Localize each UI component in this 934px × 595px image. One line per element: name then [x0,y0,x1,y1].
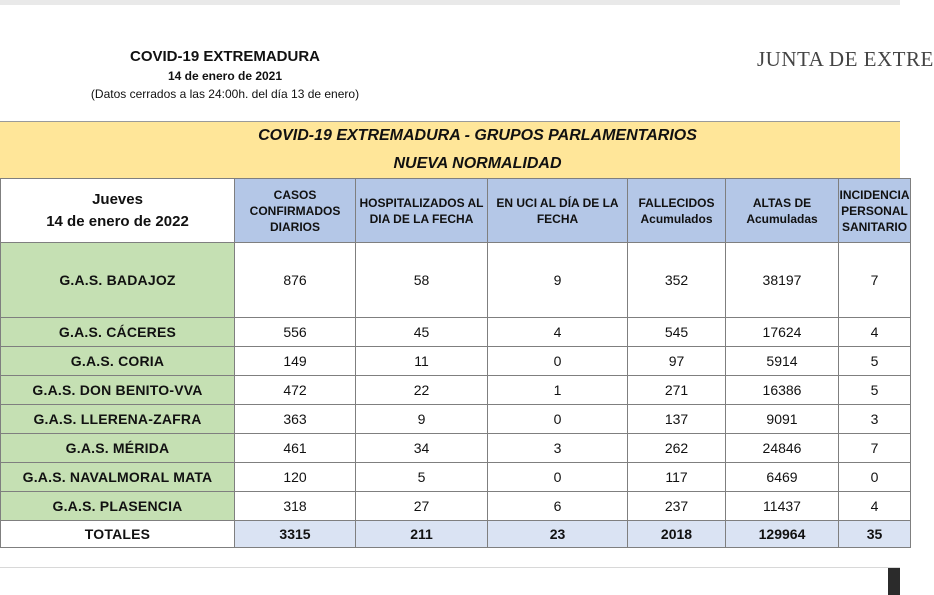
area-name: G.A.S. CÁCERES [1,318,235,347]
corner-day: Jueves [92,190,143,208]
covid-table [0,178,911,548]
cell-deaths: 137 [628,405,726,434]
col-header-hospitalized: HOSPITALIZADOS AL DIA DE LA FECHA [356,179,488,243]
col-header-cases: CASOS CONFIRMADOS DIARIOS [235,179,356,243]
col-header-discharges: ALTAS DE Acumuladas [726,179,839,243]
cell-hospitalized: 58 [356,243,488,318]
total-discharges: 129964 [726,521,839,548]
table-row [1,318,911,347]
cell-deaths: 117 [628,463,726,492]
cell-deaths: 97 [628,347,726,376]
banner-title: COVID-19 EXTREMADURA - GRUPOS PARLAMENTARIOS [258,127,697,144]
report-date: 14 de enero de 2021 [167,69,283,83]
cell-discharges: 24846 [726,434,839,463]
cell-cases: 461 [235,434,356,463]
cell-discharges: 17624 [726,318,839,347]
area-name: G.A.S. NAVALMORAL MATA [1,463,235,492]
total-cases: 3315 [235,521,356,548]
cell-cases: 472 [235,376,356,405]
table-row [1,405,911,434]
cell-icu: 0 [488,347,628,376]
area-name: G.A.S. MÉRIDA [1,434,235,463]
cell-deaths: 237 [628,492,726,521]
area-name: G.A.S. PLASENCIA [1,492,235,521]
cell-staff-incidence: 3 [839,405,911,434]
totals-row [1,521,911,548]
cell-discharges: 5914 [726,347,839,376]
cell-discharges: 6469 [726,463,839,492]
table-row [1,492,911,521]
cell-icu: 0 [488,463,628,492]
cell-hospitalized: 45 [356,318,488,347]
table-row [1,376,911,405]
cell-icu: 1 [488,376,628,405]
total-staff-incidence: 35 [839,521,911,548]
cell-icu: 3 [488,434,628,463]
header-corner [1,179,235,243]
total-deaths: 2018 [628,521,726,548]
table-row [1,243,911,318]
cell-hospitalized: 34 [356,434,488,463]
cell-cases: 876 [235,243,356,318]
cell-deaths: 271 [628,376,726,405]
junta-logo-text: JUNTA DE EXTRE [757,47,934,71]
corner-date: 14 de enero de 2022 [46,212,189,230]
cell-hospitalized: 9 [356,405,488,434]
top-strip [0,0,900,5]
cell-staff-incidence: 5 [839,347,911,376]
cell-cases: 120 [235,463,356,492]
cell-deaths: 545 [628,318,726,347]
col-header-staff-incidence: INCIDENCIA PERSONAL SANITARIO [839,179,911,243]
cell-hospitalized: 5 [356,463,488,492]
cell-staff-incidence: 4 [839,492,911,521]
report-title: COVID-19 EXTREMADURA [129,48,321,65]
bottom-divider [0,567,900,568]
cell-hospitalized: 27 [356,492,488,521]
table-header-row [1,179,911,243]
report-header [40,47,410,103]
cell-discharges: 38197 [726,243,839,318]
cell-staff-incidence: 7 [839,434,911,463]
cell-icu: 4 [488,318,628,347]
cell-cases: 149 [235,347,356,376]
col-header-icu: EN UCI AL DÍA DE LA FECHA [488,179,628,243]
cell-cases: 556 [235,318,356,347]
area-name: G.A.S. BADAJOZ [1,243,235,318]
total-icu: 23 [488,521,628,548]
totals-label: TOTALES [1,521,235,548]
banner-subtitle: NUEVA NORMALIDAD [393,155,562,172]
corner-handle [888,568,900,595]
col-header-deaths: FALLECIDOS Acumulados [628,179,726,243]
cell-icu: 9 [488,243,628,318]
table-row [1,434,911,463]
cell-deaths: 352 [628,243,726,318]
cell-hospitalized: 22 [356,376,488,405]
area-name: G.A.S. DON BENITO-VVA [1,376,235,405]
total-hospitalized: 211 [356,521,488,548]
table-banner [0,121,900,179]
table-row [1,463,911,492]
cell-cases: 363 [235,405,356,434]
cell-icu: 0 [488,405,628,434]
cell-staff-incidence: 4 [839,318,911,347]
area-name: G.A.S. LLERENA-ZAFRA [1,405,235,434]
cell-hospitalized: 11 [356,347,488,376]
table-row [1,347,911,376]
cell-staff-incidence: 0 [839,463,911,492]
cell-staff-incidence: 5 [839,376,911,405]
cell-staff-incidence: 7 [839,243,911,318]
cell-discharges: 11437 [726,492,839,521]
cell-deaths: 262 [628,434,726,463]
area-name: G.A.S. CORIA [1,347,235,376]
report-note: (Datos cerrados a las 24:00h. del día 13 de enero) [90,87,360,101]
cell-cases: 318 [235,492,356,521]
cell-discharges: 16386 [726,376,839,405]
cell-discharges: 9091 [726,405,839,434]
cell-icu: 6 [488,492,628,521]
